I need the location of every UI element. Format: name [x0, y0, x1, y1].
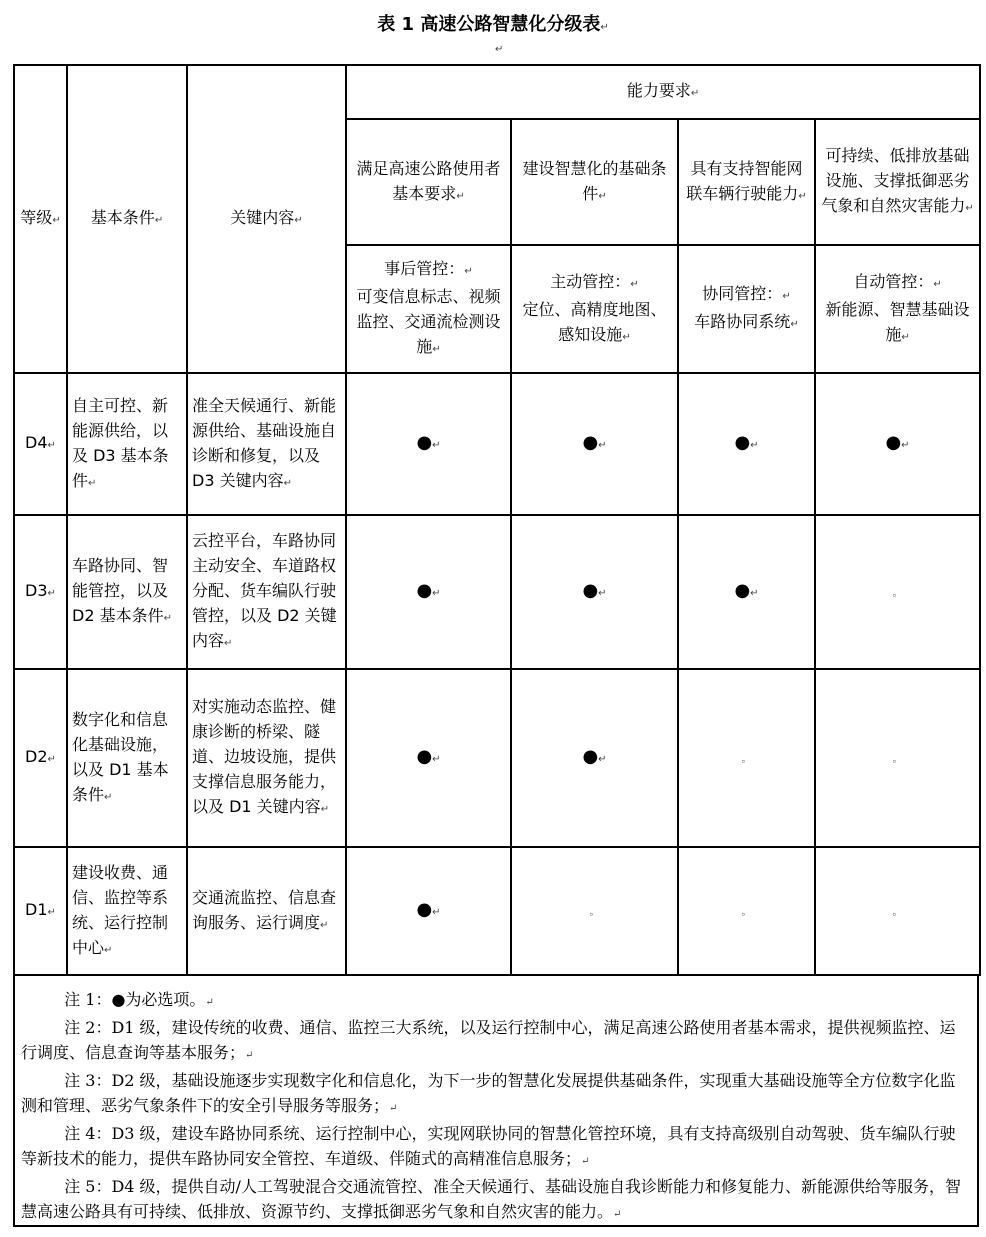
header-level: 等级↵	[14, 65, 67, 373]
required-dot: ●	[416, 580, 433, 601]
paragraph-mark: ↵	[901, 440, 910, 451]
required-dot: ●	[734, 580, 751, 601]
capability-header: 建设智慧化的基础条件↵	[511, 119, 678, 245]
note-1: 注 1：●为必选项。↵	[64, 990, 214, 1009]
paragraph-mark: ↵	[598, 754, 607, 765]
notes-box	[13, 975, 979, 1227]
level-cell: D2↵	[14, 669, 67, 847]
paragraph-mark: ↵	[432, 588, 441, 599]
paragraph-mark: ↵	[495, 44, 504, 55]
level-cell: D3↵	[14, 515, 67, 669]
basic-conditions-cell: 建设收费、通信、监控等系统、运行控制中心↵	[67, 847, 187, 975]
capability-header: 具有支持智能网联车辆行驶能力↵	[678, 119, 815, 245]
key-content-cell: 交通流监控、信息查询服务、运行调度↵	[187, 847, 346, 975]
requirement-mark-cell	[346, 373, 511, 515]
basic-conditions-cell: 数字化和信息化基础设施，以及 D1 基本条件↵	[67, 669, 187, 847]
note-4: 注 4：D3 级，建设车路协同系统、运行控制中心，实现网联协同的智慧化管控环境，具有支持高级别自动驾驶、货车编队行驶等新技术的能力，提供车路协同安全管控、车道级、伴随式的高精准信息服务；↵	[21, 1124, 956, 1168]
paragraph-mark: ↵	[600, 22, 609, 33]
requirement-mark-cell	[511, 669, 678, 847]
empty-cell-mark: 。	[741, 907, 752, 918]
required-dot: ●	[734, 432, 751, 453]
table-title	[0, 10, 986, 36]
requirement-mark-cell	[678, 373, 815, 515]
requirement-mark-cell	[678, 515, 815, 669]
required-dot: ●	[885, 432, 902, 453]
header-key-content: 关键内容↵	[187, 65, 346, 373]
key-content-cell: 云控平台，车路协同主动安全、车道路权分配、货车编队行驶管控，以及 D2 关键内容↵	[187, 515, 346, 669]
control-type-header: 协同管控：↵ 车路协同系统↵	[678, 245, 815, 373]
note-2: 注 2：D1 级，建设传统的收费、通信、监控三大系统，以及运行控制中心，满足高速公路使用者基本需求，提供视频监控、运行调度、信息查询等基本服务；↵	[21, 1018, 956, 1062]
requirement-mark-cell	[346, 847, 511, 975]
paragraph-mark: ↵	[750, 588, 759, 599]
empty-cell-mark: 。	[589, 907, 600, 918]
requirement-mark-cell	[815, 515, 980, 669]
table-row	[14, 847, 980, 975]
capability-header: 可持续、低排放基础设施、支撑抵御恶劣气象和自然灾害能力↵	[815, 119, 980, 245]
table-row	[14, 669, 980, 847]
header-capability-requirements: 能力要求↵	[346, 65, 980, 119]
key-content-cell: 准全天候通行、新能源供给、基础设施自诊断和修复，以及 D3 关键内容↵	[187, 373, 346, 515]
requirement-mark-cell	[815, 847, 980, 975]
table-title-text: 表 1 高速公路智慧化分级表	[377, 14, 601, 35]
empty-cell-mark: 。	[892, 907, 903, 918]
basic-conditions-cell: 车路协同、智能管控，以及 D2 基本条件↵	[67, 515, 187, 669]
empty-cell-mark: 。	[892, 588, 903, 599]
requirement-mark-cell	[511, 515, 678, 669]
control-type-header: 自动管控：↵ 新能源、智慧基础设施↵	[815, 245, 980, 373]
required-dot: ●	[416, 899, 433, 920]
table-row	[14, 373, 980, 515]
table-row	[14, 515, 980, 669]
required-dot: ●	[416, 432, 433, 453]
capability-header: 满足高速公路使用者基本要求↵	[346, 119, 511, 245]
header-basic-conditions: 基本条件↵	[67, 65, 187, 373]
requirement-mark-cell	[346, 515, 511, 669]
level-cell: D1↵	[14, 847, 67, 975]
control-type-header: 事后管控：↵ 可变信息标志、视频监控、交通流检测设施↵	[346, 245, 511, 373]
paragraph-mark: ↵	[432, 754, 441, 765]
note-5: 注 5：D4 级，提供自动/人工驾驶混合交通流管控、准全天候通行、基础设施自我诊断能力和修复能力、新能源供给等服务，智慧高速公路具有可持续、低排放、资源节约、支撑抵御恶劣气象和自然灾害的能力。↵	[21, 1177, 961, 1221]
required-dot: ●	[582, 746, 599, 767]
level-cell: D4↵	[14, 373, 67, 515]
required-dot: ●	[582, 432, 599, 453]
requirement-mark-cell	[815, 373, 980, 515]
basic-conditions-cell: 自主可控、新能源供给，以及 D3 基本条件↵	[67, 373, 187, 515]
key-content-cell: 对实施动态监控、健康诊断的桥梁、隧道、边坡设施，提供支撑信息服务能力，以及 D1 关键内容↵	[187, 669, 346, 847]
empty-cell-mark: 。	[741, 754, 752, 765]
required-dot: ●	[582, 580, 599, 601]
control-type-header: 主动管控：↵ 定位、高精度地图、感知设施↵	[511, 245, 678, 373]
requirement-mark-cell	[346, 669, 511, 847]
requirement-mark-cell	[678, 669, 815, 847]
note-3: 注 3：D2 级，基础设施逐步实现数字化和信息化，为下一步的智慧化发展提供基础条件，实现重大基础设施等全方位数字化监测和管理、恶劣气象条件下的安全引导服务等服务；↵	[21, 1071, 956, 1115]
paragraph-mark: ↵	[598, 588, 607, 599]
empty-cell-mark: 。	[892, 754, 903, 765]
requirement-mark-cell	[511, 847, 678, 975]
requirement-mark-cell	[815, 669, 980, 847]
paragraph-mark: ↵	[598, 440, 607, 451]
paragraph-mark: ↵	[750, 440, 759, 451]
grading-table	[13, 64, 981, 976]
requirement-mark-cell	[678, 847, 815, 975]
requirement-mark-cell	[511, 373, 678, 515]
paragraph-mark: ↵	[432, 907, 441, 918]
paragraph-mark: ↵	[432, 440, 441, 451]
required-dot: ●	[416, 746, 433, 767]
